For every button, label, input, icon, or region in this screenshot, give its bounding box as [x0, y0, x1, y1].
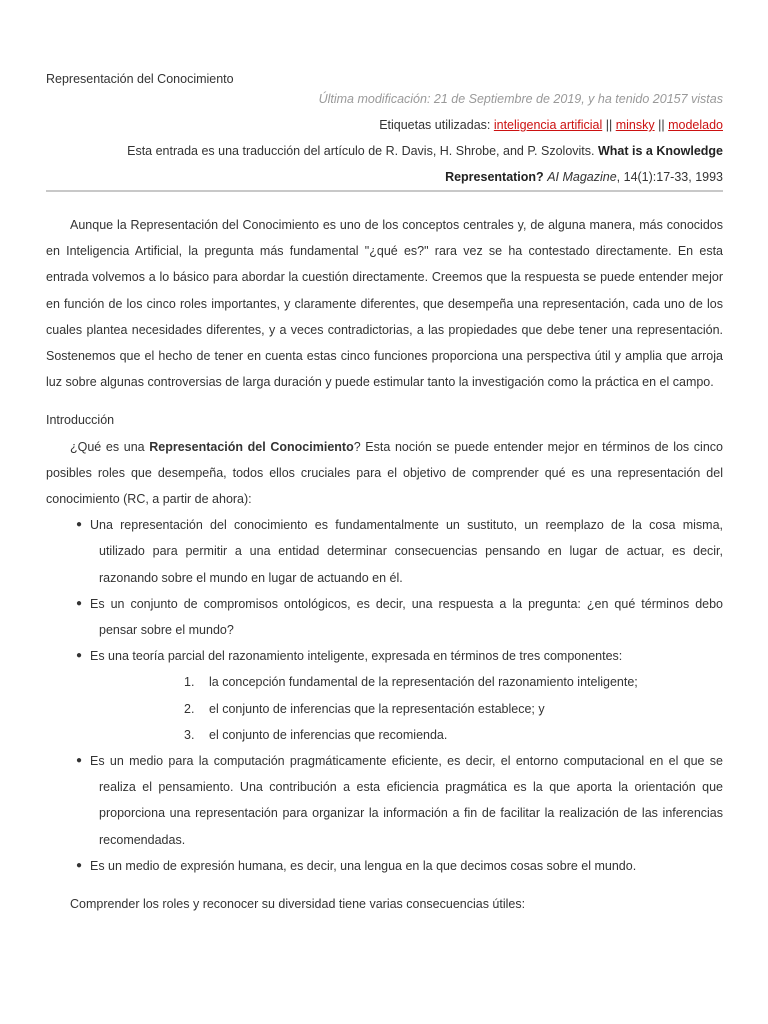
- sublist-text: el conjunto de inferencias que recomienda.: [209, 727, 448, 742]
- list-item: [46, 748, 723, 853]
- sublist-item: [99, 696, 723, 722]
- list-item-text: Es un medio para la computación pragmáticamente eficiente, es decir, el entorno computacional en el que se realiza el pensamiento. Una contribución a esta eficiencia pragmática es la que aporta la orientación que proporciona una representación para organizar la información a fin de facilitar la realización de las inferencias recomendadas.: [90, 754, 723, 847]
- citation-line: [127, 164, 723, 190]
- page-title: Representación del Conocimiento: [46, 72, 234, 86]
- sublist-text: la concepción fundamental de la representación del razonamiento inteligente;: [209, 675, 638, 690]
- tag-link-minsky[interactable]: minsky: [615, 118, 655, 132]
- roles-list: [46, 512, 723, 879]
- list-item-text: Una representación del conocimiento es fundamentalmente un sustituto, un reemplazo de la cosa misma, utilizado para permitir a una entidad determinar consecuencias pensando en lugar de actuar, es decir, razonando sobre el mundo en lugar de actuando en él.: [90, 518, 723, 585]
- bullet-icon: ●: [76, 650, 83, 662]
- sublist-number: 2.: [184, 701, 195, 716]
- article-title-part2: Representation?: [445, 170, 544, 184]
- journal-name: AI Magazine: [547, 170, 617, 184]
- intro-heading: Introducción: [46, 413, 115, 428]
- intro-bold-term: Representación del Conocimiento: [149, 439, 354, 454]
- list-item-text: Es un conjunto de compromisos ontológicos, es decir, una respuesta a la pregunta: ¿en qué términos debo pensar sobre el mundo?: [90, 596, 723, 638]
- sublist-number: 1.: [184, 675, 195, 690]
- components-sublist: [99, 669, 723, 748]
- article-meta: [127, 86, 723, 190]
- sublist-text: el conjunto de inferencias que la representación establece; y: [209, 701, 545, 716]
- sublist-item: [99, 722, 723, 748]
- header-divider: [46, 190, 723, 192]
- tag-separator: ||: [605, 118, 613, 132]
- intro-post: ? Esta noción se puede entender mejor en términos de los cinco posibles roles que desempeña, todos ellos cruciales para el objetivo de comprender qué es una representación del conocimiento (RC, a partir de ahora):: [46, 439, 723, 507]
- translation-note-prefix: Esta entrada es una traducción del artículo de R. Davis, H. Shrobe, and P. Szolovits.: [127, 144, 595, 158]
- bullet-icon: ●: [76, 859, 83, 871]
- closing-paragraph: Comprender los roles y reconocer su diversidad tiene varias consecuencias útiles:: [70, 897, 526, 912]
- article-body: [46, 212, 723, 917]
- sublist-item: [99, 669, 723, 695]
- article-title-part1: What is a Knowledge: [597, 144, 723, 158]
- list-item: [46, 591, 723, 643]
- citation-tail: , 14(1):17-33, 1993: [616, 170, 723, 184]
- list-item: [46, 512, 723, 591]
- tag-link-inteligencia-artificial[interactable]: inteligencia artificial: [493, 118, 603, 132]
- list-item-text: Es una teoría parcial del razonamiento inteligente, expresada en términos de tres componentes:: [90, 649, 623, 664]
- tag-separator: ||: [658, 118, 665, 132]
- intro-paragraph: [46, 434, 723, 513]
- list-item: [46, 643, 723, 748]
- list-item: [46, 853, 723, 879]
- tags-line: [127, 112, 723, 138]
- bullet-icon: ●: [76, 755, 83, 767]
- intro-pre: ¿Qué es una: [70, 439, 150, 454]
- tags-label: Etiquetas utilizadas:: [379, 118, 491, 132]
- sublist-number: 3.: [184, 727, 195, 742]
- abstract-paragraph: Aunque la Representación del Conocimiento es uno de los conceptos centrales y, de alguna manera, más conocidos en Inteligencia Artificial, la pregunta más fundamental "¿qué es?" rara vez se ha contestado directamente. En esta entrada volvemos a lo básico para abordar la cuestión directamente. Creemos que la respuesta se puede entender mejor en función de los cinco roles importantes, y claramente diferentes, que desempeña una representación, cada uno de los cuales plantea necesidades diferentes, y a veces contradictorias, a las propiedades que debe tener una representación. Sostenemos que el hecho de tener en cuenta estas cinco funciones proporciona una perspectiva útil y amplia que arroja luz sobre algunas controversias de larga duración y puede estimular tanto la investigación como la práctica en el campo.: [46, 218, 723, 390]
- bullet-icon: ●: [76, 519, 83, 531]
- translation-note: [127, 138, 723, 164]
- last-modified: Última modificación: 21 de Septiembre de 2019, y ha tenido 20157 vistas: [318, 92, 723, 106]
- tag-link-modelado[interactable]: modelado: [668, 118, 723, 132]
- bullet-icon: ●: [76, 597, 83, 609]
- list-item-text: Es un medio de expresión humana, es decir, una lengua en la que decimos cosas sobre el mundo.: [90, 858, 637, 873]
